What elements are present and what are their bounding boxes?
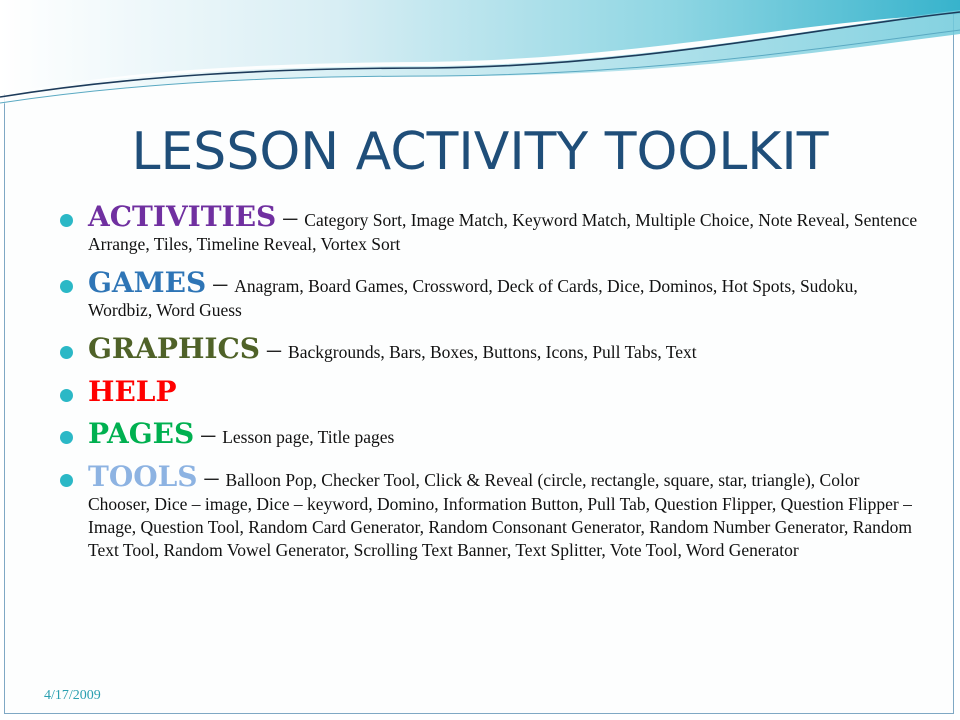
category-separator: – (197, 462, 226, 493)
category-item-help (58, 377, 918, 407)
category-label: HELP (88, 375, 177, 408)
header-wave-decoration (0, 0, 960, 120)
bullet-icon (60, 280, 73, 293)
bullet-icon (60, 474, 73, 487)
category-item-tools (58, 462, 918, 562)
category-label: GAMES (88, 266, 207, 299)
category-label: TOOLS (88, 460, 198, 493)
category-item-games (58, 268, 918, 322)
slide-date: 4/17/2009 (44, 688, 101, 703)
category-separator: – (206, 268, 235, 299)
category-label: PAGES (88, 417, 195, 450)
category-description: Balloon Pop, Checker Tool, Click & Reveal (circle, rectangle, square, star, triangle), Color Chooser, Dice – image, Dice – keyword, Domino, Information Button, Pull Tab, Question Flipper, Question Flipper – Image, Question Tool, Random Card Generator, Random Consonant Generator, Random Number Generator, Random Text Tool, Random Vowel Generator, Scrolling Text Banner, Text Splitter, Vote Tool, Word Generator (88, 470, 913, 560)
category-item-graphics (58, 334, 918, 365)
category-label: ACTIVITIES (88, 200, 277, 233)
bullet-icon (60, 214, 73, 227)
category-separator: – (194, 419, 223, 450)
bullet-icon (60, 346, 73, 359)
category-separator: – (276, 202, 305, 233)
category-separator: – (260, 334, 289, 365)
category-description: Lesson page, Title pages (222, 427, 395, 447)
category-description: Backgrounds, Bars, Boxes, Buttons, Icons, Pull Tabs, Text (288, 342, 697, 362)
bullet-icon (60, 431, 73, 444)
category-description: Category Sort, Image Match, Keyword Match, Multiple Choice, Note Reveal, Sentence Arrange, Tiles, Timeline Reveal, Vortex Sort (88, 210, 918, 254)
category-item-activities (58, 202, 918, 256)
category-item-pages (58, 419, 918, 450)
category-description: Anagram, Board Games, Crossword, Deck of Cards, Dice, Dominos, Hot Spots, Sudoku, Wordbiz, Word Guess (88, 276, 858, 320)
category-label: GRAPHICS (88, 332, 261, 365)
category-list (58, 202, 918, 574)
slide-title: LESSON ACTIVITY TOOLKIT (131, 122, 829, 182)
bullet-icon (60, 389, 73, 402)
